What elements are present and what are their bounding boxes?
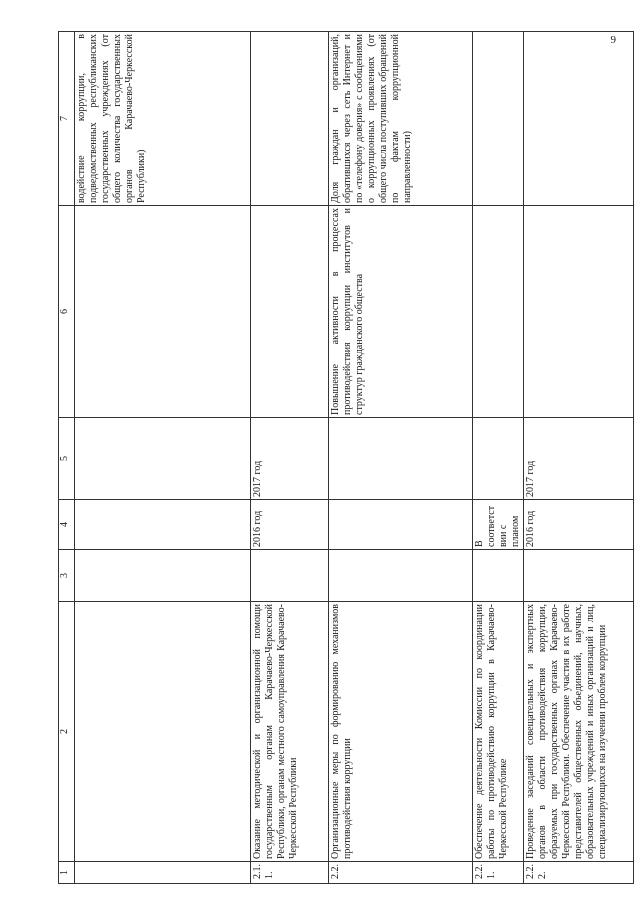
executor-cell — [75, 550, 251, 602]
expected-result — [473, 206, 524, 418]
expected-result: Повышение активности в процессах противодействия коррупции институтов и структур гражданского общества — [329, 206, 473, 418]
end-date — [329, 418, 473, 500]
header-cell: 7 — [59, 32, 75, 206]
start-date: 2016 год — [251, 500, 329, 550]
executor-cell — [473, 550, 524, 602]
end-date: 2017 год — [251, 418, 329, 500]
program-table — [58, 31, 634, 884]
header-cell: 4 — [59, 500, 75, 550]
header-cell: 5 — [59, 418, 75, 500]
header-cell: 3 — [59, 550, 75, 602]
start-date — [329, 500, 473, 550]
table-row — [329, 32, 473, 884]
measure-name — [75, 602, 251, 862]
indicator: водействие коррупции, в подведомственных республиканских государственных учреждениях (от общего количества государственных органов Карачаево-Черкесской Республики) — [75, 32, 251, 206]
start-date — [75, 500, 251, 550]
header-cell: 6 — [59, 206, 75, 418]
row-number — [75, 862, 251, 884]
end-date: 2017 год — [524, 418, 634, 500]
expected-result — [75, 206, 251, 418]
row-number: 2.1.1. — [251, 862, 329, 884]
measure-name: Проведение заседаний совещательных и экспертных органов в области противодействия коррупции, образуемых при государственных органах Карачаево-Черкесской Республики. Обеспечение участия в их работе представителей общественных объединений, научных, образовательных учреждений и иных организаций и лиц, специализирующихся на изучении проблем коррупции — [524, 602, 634, 862]
executor-cell — [329, 550, 473, 602]
table-row — [473, 32, 524, 884]
measure-name: Оказание методической и организационной помощи государственным органам Карачаево-Черкесской Республики, органам местного самоуправления Карачаево-Черкесской Республики — [251, 602, 329, 862]
row-number: 2.2.1. — [473, 862, 524, 884]
row-number: 2.2.2. — [524, 862, 634, 884]
page-number: 9 — [610, 34, 616, 46]
indicator — [524, 32, 634, 206]
end-date — [75, 418, 251, 500]
rotated-table-container — [58, 32, 608, 884]
indicator — [251, 32, 329, 206]
executor-cell — [524, 550, 634, 602]
measure-name: Организационные меры по формированию механизмов противодействия коррупции — [329, 602, 473, 862]
header-row — [59, 32, 75, 884]
table-row — [75, 32, 251, 884]
start-date: В соответствии с планом — [473, 500, 524, 550]
executor-cell — [251, 550, 329, 602]
row-number: 2.2. — [329, 862, 473, 884]
table-row — [251, 32, 329, 884]
end-date — [473, 418, 524, 500]
expected-result — [251, 206, 329, 418]
start-date: 2016 год — [524, 500, 634, 550]
measure-name: Обеспечение деятельности Комиссии по координации работы по противодействию коррупции в Карачаево-Черкесской Республике — [473, 602, 524, 862]
header-cell: 1 — [59, 862, 75, 884]
indicator — [473, 32, 524, 206]
expected-result — [524, 206, 634, 418]
indicator: Доля граждан и организаций, обратившихся через сеть Интернет и по «телефону доверия» с сообщениями о коррупционных проявлениях (от общего числа поступивших обращений по фактам коррупционной направленности) — [329, 32, 473, 206]
table-row — [524, 32, 634, 884]
header-cell: 2 — [59, 602, 75, 862]
